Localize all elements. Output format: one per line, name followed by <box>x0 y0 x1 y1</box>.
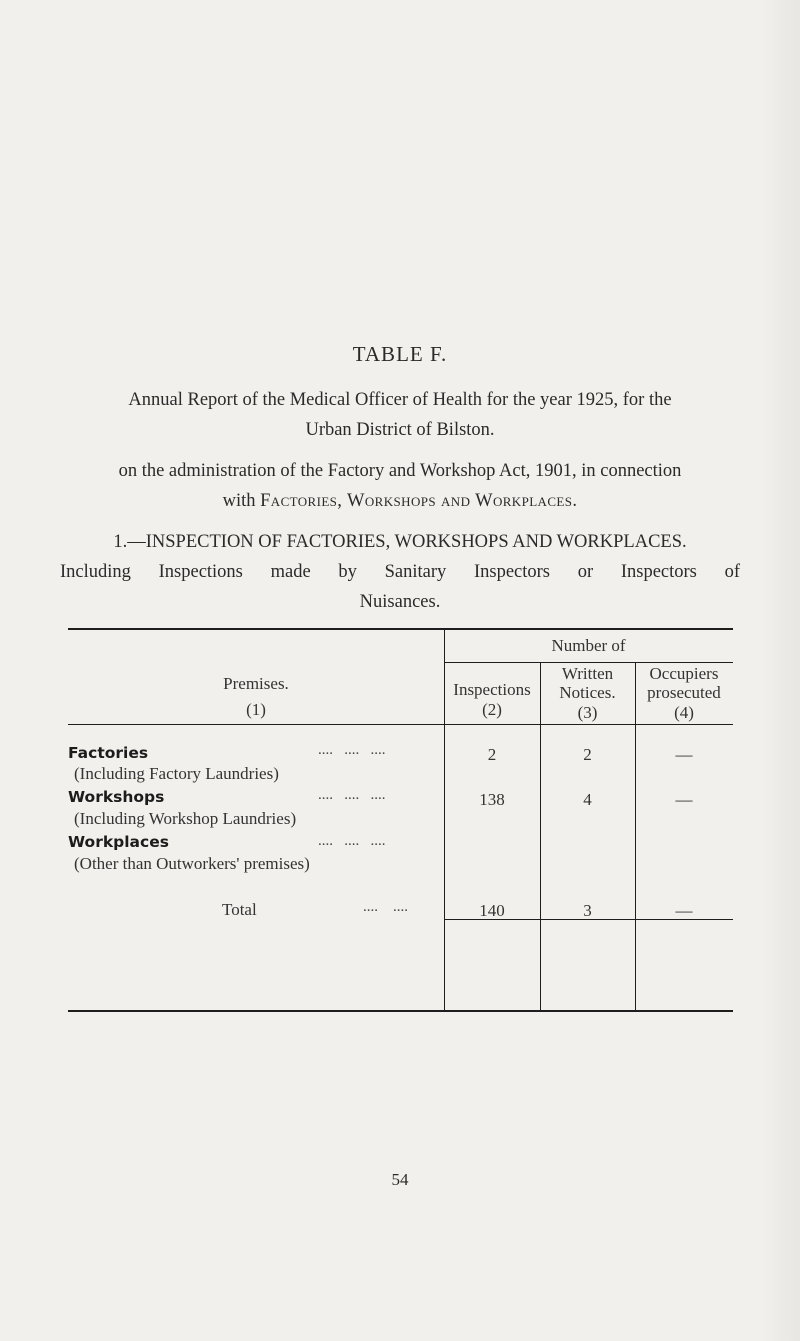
intro-line-1: Annual Report of the Medical Officer of Health for the year 1925, for the <box>128 390 672 410</box>
total-inspections: 140 <box>479 901 505 920</box>
row-factories-prosecuted: — <box>675 745 693 764</box>
page-number: 54 <box>391 1170 409 1189</box>
row-workshops-prosecuted: — <box>675 790 693 809</box>
act-line-2-prefix: with <box>222 491 261 511</box>
row-workshops-name: Workshops <box>68 788 165 806</box>
header-premises: Premises. <box>223 674 289 693</box>
header-notices-num: (3) <box>577 703 598 722</box>
row-workshops-inspections: 138 <box>479 790 505 809</box>
total-prosecuted: — <box>675 901 693 920</box>
header-prosecuted: prosecuted <box>647 683 721 702</box>
page-edge-shade <box>760 0 800 1341</box>
total-notices: 3 <box>583 901 592 920</box>
header-occupiers: Occupiers <box>649 664 719 683</box>
section-heading: 1.—INSPECTION OF FACTORIES, WORKSHOPS AND WORKPLACES. <box>113 532 687 552</box>
row-workplaces-dots: .... .... .... <box>318 833 386 849</box>
header-bottom-rule <box>68 724 733 725</box>
row-workshops-dots: .... .... .... <box>318 787 386 803</box>
report-intro <box>60 385 740 445</box>
row-workplaces-name: Workplaces <box>68 833 169 851</box>
act-description <box>60 456 740 516</box>
header-number-of: Number of <box>551 636 626 655</box>
row-factories-dots: .... .... .... <box>318 742 386 758</box>
section-subheading-1: Including Inspections made by Sanitary Inspectors or Inspectors of <box>60 562 740 582</box>
intro-line-2: Urban District of Bilston. <box>305 420 495 440</box>
section-subheading-2: Nuisances. <box>359 592 441 612</box>
act-line-1: on the administration of the Factory and Workshop Act, 1901, in connection <box>118 461 682 481</box>
table-title: TABLE F. <box>352 342 448 366</box>
number-of-rule <box>444 662 733 663</box>
inspection-table <box>68 628 733 1011</box>
header-premises-num: (1) <box>246 700 266 719</box>
header-notices: Notices. <box>559 683 616 702</box>
section-header <box>60 527 740 617</box>
act-line-2-smallcaps: Factories, Workshops and Workplaces. <box>260 491 578 511</box>
act-line-2 <box>60 486 740 516</box>
header-written: Written <box>561 664 614 683</box>
row-factories-note: (Including Factory Laundries) <box>74 764 279 783</box>
header-prosecuted-num: (4) <box>674 703 694 722</box>
row-factories-notices: 2 <box>583 745 592 764</box>
total-label: Total <box>222 900 257 919</box>
row-workplaces-note: (Other than Outworkers' premises) <box>74 854 310 873</box>
row-workshops-note: (Including Workshop Laundries) <box>74 809 297 828</box>
table-bottom-rule <box>68 1010 733 1012</box>
header-inspections-num: (2) <box>482 700 502 719</box>
table-top-rule <box>68 628 733 630</box>
total-dots: .... .... <box>363 899 408 915</box>
row-factories-name: Factories <box>68 744 149 762</box>
header-inspections: Inspections <box>453 680 531 699</box>
row-workshops-notices: 4 <box>583 790 592 809</box>
row-factories-inspections: 2 <box>487 745 497 764</box>
